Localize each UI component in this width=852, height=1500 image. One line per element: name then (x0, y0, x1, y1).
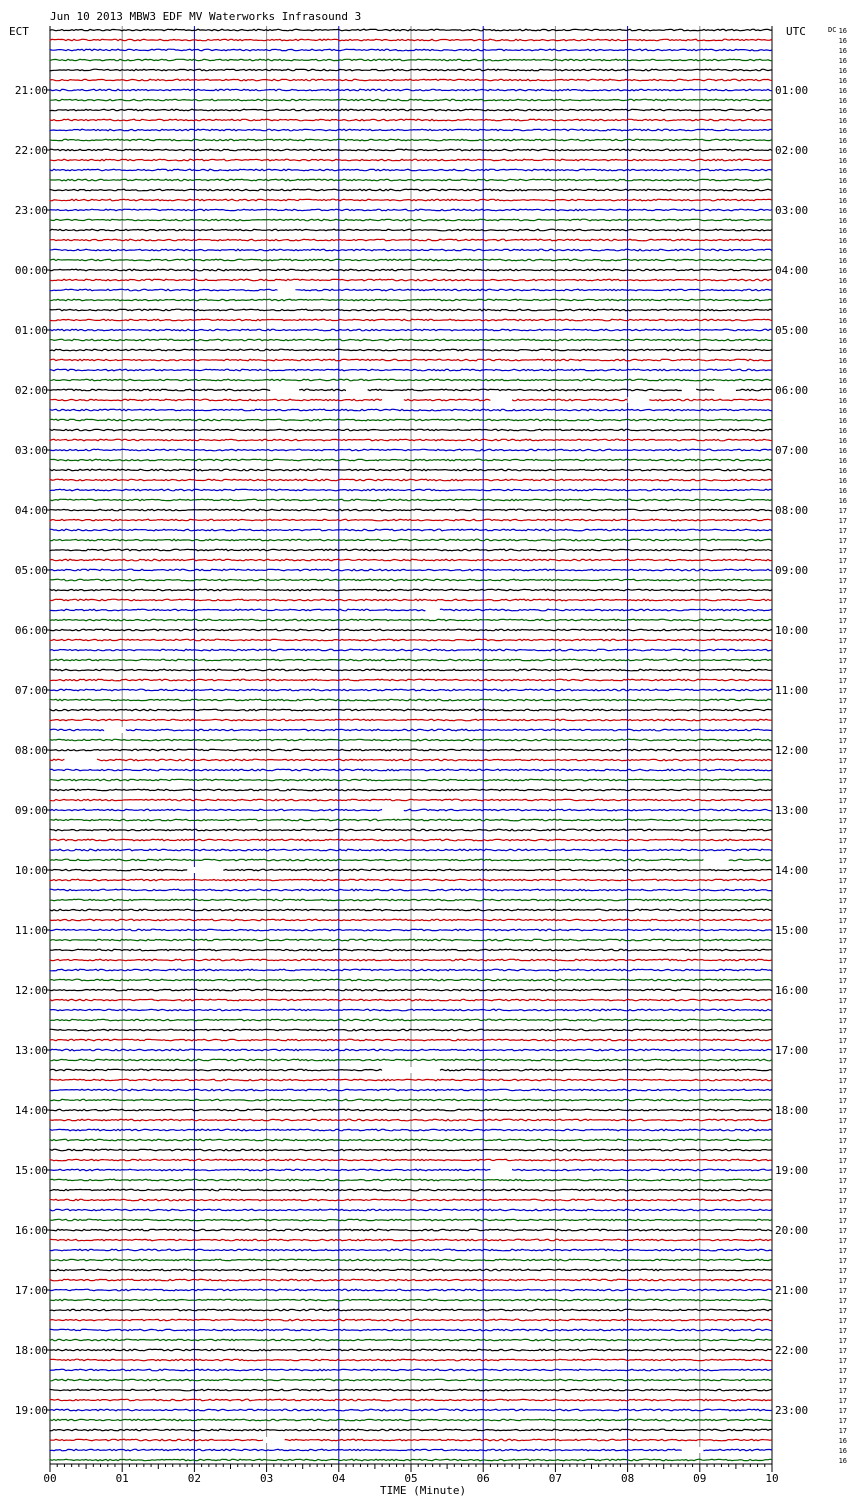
dc-value: 17 (838, 1087, 847, 1095)
dc-value: 16 (838, 27, 847, 35)
dc-value: 17 (838, 1407, 847, 1415)
dc-value: 17 (838, 1347, 847, 1355)
dc-value: 17 (838, 827, 847, 835)
dc-value: 16 (838, 457, 847, 465)
left-axis-label: ECT (9, 25, 29, 38)
dc-value: 16 (838, 357, 847, 365)
dc-value: 16 (838, 277, 847, 285)
trace-gap (270, 387, 299, 393)
dc-value: 17 (838, 1157, 847, 1165)
dc-value: 16 (838, 307, 847, 315)
dc-value: 17 (838, 1287, 847, 1295)
trace-row (50, 879, 772, 881)
trace-gap (714, 387, 736, 393)
dc-value: 17 (838, 1127, 847, 1135)
dc-value: 17 (838, 507, 847, 515)
dc-value: 16 (838, 497, 847, 505)
trace-row (50, 549, 772, 551)
trace-row (50, 619, 772, 621)
dc-value: 17 (838, 1177, 847, 1185)
dc-value: 17 (838, 927, 847, 935)
x-tick-label: 07 (548, 1472, 563, 1485)
dc-value: 17 (838, 867, 847, 875)
left-hour-label: 02:00 (14, 384, 48, 397)
dc-value: 17 (838, 847, 847, 855)
left-hour-labels (15, 84, 50, 1417)
dc-value: 17 (838, 597, 847, 605)
dc-value: 17 (838, 1017, 847, 1025)
trace-row (50, 1339, 772, 1341)
dc-value: 17 (838, 877, 847, 885)
left-hour-label: 11:00 (14, 924, 48, 937)
dc-value: 17 (838, 737, 847, 745)
dc-value: 16 (838, 207, 847, 215)
dc-value: 17 (838, 1227, 847, 1235)
dc-value: 17 (838, 1297, 847, 1305)
left-hour-label: 07:00 (14, 684, 48, 697)
trace-gap (382, 397, 404, 403)
dc-value: 17 (838, 1237, 847, 1245)
right-hour-label: 04:00 (775, 264, 809, 277)
trace-row (50, 959, 772, 961)
dc-value: 16 (838, 247, 847, 255)
x-tick-label: 01 (115, 1472, 129, 1485)
left-hour-label: 22:00 (14, 144, 48, 157)
left-hour-label: 06:00 (14, 624, 48, 637)
dc-value: 16 (838, 67, 847, 75)
dc-value: 16 (838, 437, 847, 445)
dc-value: 16 (838, 57, 847, 65)
dc-value: 17 (838, 1057, 847, 1065)
left-hour-label: 00:00 (14, 264, 48, 277)
trace-row (50, 1259, 772, 1261)
dc-value: 17 (838, 997, 847, 1005)
dc-value: 17 (838, 777, 847, 785)
dc-value: 16 (838, 347, 847, 355)
dc-value: 17 (838, 1027, 847, 1035)
dc-value: 16 (838, 227, 847, 235)
trace-gap (263, 1437, 285, 1443)
dc-value: 16 (838, 217, 847, 225)
left-hour-label: 12:00 (14, 984, 48, 997)
trace-row (50, 499, 772, 501)
dc-value: 17 (838, 897, 847, 905)
left-hour-label: 04:00 (14, 504, 48, 517)
x-axis-ticks (43, 1464, 778, 1485)
dc-value: 17 (838, 617, 847, 625)
dc-value: 17 (838, 887, 847, 895)
trace-row (50, 229, 772, 231)
dc-value: 16 (838, 37, 847, 45)
dc-value: 17 (838, 557, 847, 565)
right-hour-label: 12:00 (775, 744, 809, 757)
dc-value: 17 (838, 527, 847, 535)
dc-value: 17 (838, 977, 847, 985)
trace-gap (104, 727, 126, 733)
dc-value: 17 (838, 1397, 847, 1405)
right-axis-label: UTC (786, 25, 806, 38)
dc-value: 17 (838, 1307, 847, 1315)
trace-row (50, 899, 772, 901)
right-hour-label: 19:00 (775, 1164, 809, 1177)
dc-value: 16 (838, 387, 847, 395)
right-hour-label: 03:00 (775, 204, 809, 217)
left-hour-label: 08:00 (14, 744, 48, 757)
dc-value: 17 (838, 547, 847, 555)
dc-value: 17 (838, 657, 847, 665)
dc-value: 17 (838, 1417, 847, 1425)
trace-gap (490, 1167, 512, 1173)
dc-value: 16 (838, 427, 847, 435)
left-hour-label: 23:00 (14, 204, 48, 217)
trace-row (50, 519, 772, 521)
trace-gap (382, 807, 404, 813)
dc-value: 17 (838, 1337, 847, 1345)
dc-value: 17 (838, 1147, 847, 1155)
trace-row (50, 469, 772, 471)
dc-value: 17 (838, 577, 847, 585)
trace-gap (682, 387, 696, 393)
dc-value: 17 (838, 917, 847, 925)
trace-row (50, 829, 772, 831)
dc-value: 17 (838, 637, 847, 645)
dc-value: 17 (838, 707, 847, 715)
dc-value: 17 (838, 1197, 847, 1205)
dc-value: 17 (838, 1167, 847, 1175)
dc-value: 17 (838, 957, 847, 965)
x-axis-label: TIME (Minute) (380, 1484, 467, 1497)
dc-value: 17 (838, 1117, 847, 1125)
dc-value: 17 (838, 757, 847, 765)
dc-value: 17 (838, 1067, 847, 1075)
dc-value: 16 (838, 177, 847, 185)
trace-row (50, 999, 772, 1001)
trace-gap (703, 857, 728, 863)
dc-value: 17 (838, 1357, 847, 1365)
dc-value: 16 (838, 327, 847, 335)
left-hour-label: 14:00 (14, 1104, 48, 1117)
dc-value: 17 (838, 537, 847, 545)
trace-gap (490, 397, 512, 403)
dc-value: 17 (838, 1207, 847, 1215)
dc-value: 17 (838, 857, 847, 865)
left-hour-label: 09:00 (14, 804, 48, 817)
right-hour-label: 14:00 (775, 864, 809, 877)
dc-value: 16 (838, 257, 847, 265)
x-tick-label: 00 (43, 1472, 57, 1485)
left-hour-label: 19:00 (14, 1404, 48, 1417)
right-hour-label: 11:00 (775, 684, 809, 697)
x-tick-label: 02 (187, 1472, 202, 1485)
x-tick-label: 05 (404, 1472, 418, 1485)
dc-value: 17 (838, 1007, 847, 1015)
left-hour-label: 01:00 (14, 324, 48, 337)
dc-value: 17 (838, 797, 847, 805)
trace-row (50, 729, 772, 731)
trace-row (50, 29, 772, 31)
dc-value: 17 (838, 1327, 847, 1335)
left-hour-label: 10:00 (14, 864, 48, 877)
dc-value: 16 (838, 447, 847, 455)
trace-gap (187, 867, 223, 873)
dc-value: 17 (838, 837, 847, 845)
dc-value: 17 (838, 767, 847, 775)
x-tick-label: 03 (259, 1472, 274, 1485)
trace-row (50, 559, 772, 561)
right-hour-label: 13:00 (775, 804, 809, 817)
dc-value: 17 (838, 1037, 847, 1045)
trace-row (50, 769, 772, 771)
right-hour-label: 23:00 (775, 1404, 809, 1417)
dc-value: 17 (838, 807, 847, 815)
trace-row (50, 869, 772, 871)
left-hour-label: 03:00 (14, 444, 48, 457)
dc-column-header: DC (828, 26, 837, 34)
trace-row (50, 139, 772, 141)
dc-value: 17 (838, 587, 847, 595)
dc-value: 16 (838, 367, 847, 375)
trace-row (50, 509, 772, 511)
trace-row (50, 1459, 772, 1461)
right-hour-label: 10:00 (775, 624, 809, 637)
dc-value: 17 (838, 987, 847, 995)
dc-value: 17 (838, 1387, 847, 1395)
left-hour-label: 05:00 (14, 564, 48, 577)
dc-value: 17 (838, 1427, 847, 1435)
right-hour-label: 18:00 (775, 1104, 809, 1117)
dc-value: 16 (838, 147, 847, 155)
dc-value: 17 (838, 1187, 847, 1195)
left-hour-label: 13:00 (14, 1044, 48, 1057)
dc-value: 17 (838, 947, 847, 955)
dc-value: 16 (838, 297, 847, 305)
right-hour-label: 09:00 (775, 564, 809, 577)
x-tick-label: 10 (765, 1472, 779, 1485)
dc-value: 16 (838, 167, 847, 175)
dc-value: 16 (838, 187, 847, 195)
right-hour-label: 05:00 (775, 324, 809, 337)
dc-value: 17 (838, 907, 847, 915)
dc-value: 16 (838, 47, 847, 55)
right-hour-label: 02:00 (775, 144, 809, 157)
chart-title: Jun 10 2013 MBW3 EDF MV Waterworks Infrasound 3 (50, 10, 362, 23)
dc-value: 16 (838, 477, 847, 485)
dc-value: 16 (838, 197, 847, 205)
dc-value: 17 (838, 817, 847, 825)
dc-value: 17 (838, 1377, 847, 1385)
left-hour-label: 17:00 (14, 1284, 48, 1297)
dc-value: 17 (838, 1267, 847, 1275)
dc-value: 17 (838, 1367, 847, 1375)
dc-value: 16 (838, 317, 847, 325)
trace-gap (64, 757, 96, 763)
dc-value: 16 (838, 397, 847, 405)
dc-value: 16 (838, 1437, 847, 1445)
minute-grid (50, 26, 772, 1464)
dc-value: 17 (838, 1257, 847, 1265)
left-hour-label: 16:00 (14, 1224, 48, 1237)
dc-value: 17 (838, 747, 847, 755)
right-hour-label: 01:00 (775, 84, 809, 97)
dc-value: 16 (838, 417, 847, 425)
dc-value: 17 (838, 937, 847, 945)
dc-value: 16 (838, 337, 847, 345)
dc-value: 17 (838, 1097, 847, 1105)
right-hour-label: 17:00 (775, 1044, 809, 1057)
trace-row (50, 809, 772, 811)
trace-row (50, 609, 772, 611)
dc-value: 17 (838, 1317, 847, 1325)
right-hour-label: 07:00 (775, 444, 809, 457)
dc-value: 16 (838, 1447, 847, 1455)
left-hour-label: 21:00 (14, 84, 48, 97)
dc-value: 16 (838, 97, 847, 105)
dc-value: 16 (838, 77, 847, 85)
trace-row (50, 39, 772, 41)
x-tick-label: 04 (332, 1472, 346, 1485)
dc-value: 17 (838, 1047, 847, 1055)
left-hour-label: 18:00 (14, 1344, 48, 1357)
dc-value: 17 (838, 1107, 847, 1115)
dc-value: 17 (838, 647, 847, 655)
right-hour-label: 06:00 (775, 384, 809, 397)
dc-value: 16 (838, 117, 847, 125)
dc-values (839, 27, 847, 1465)
dc-value: 16 (838, 127, 847, 135)
trace-row (50, 659, 772, 661)
x-tick-label: 09 (693, 1472, 707, 1485)
right-hour-label: 21:00 (775, 1284, 809, 1297)
trace-row (50, 979, 772, 981)
right-hour-label: 20:00 (775, 1224, 809, 1237)
dc-value: 16 (838, 137, 847, 145)
trace-gap (682, 1447, 704, 1453)
right-hour-label: 22:00 (775, 1344, 809, 1357)
dc-value: 17 (838, 1217, 847, 1225)
trace-gap (277, 287, 295, 293)
dc-value: 17 (838, 697, 847, 705)
dc-value: 16 (838, 157, 847, 165)
dc-value: 17 (838, 517, 847, 525)
dc-value: 16 (838, 467, 847, 475)
x-tick-label: 06 (476, 1472, 490, 1485)
dc-value: 17 (838, 667, 847, 675)
trace-row (50, 929, 772, 931)
dc-value: 16 (838, 487, 847, 495)
dc-value: 17 (838, 677, 847, 685)
dc-value: 17 (838, 967, 847, 975)
dc-value: 17 (838, 607, 847, 615)
dc-value: 17 (838, 727, 847, 735)
dc-value: 17 (838, 1277, 847, 1285)
x-tick-label: 08 (620, 1472, 635, 1485)
trace-row (50, 1289, 772, 1291)
trace-gap (628, 397, 650, 403)
right-hour-label: 15:00 (775, 924, 809, 937)
trace-row (50, 1199, 772, 1201)
dc-value: 17 (838, 1247, 847, 1255)
dc-value: 16 (838, 377, 847, 385)
dc-value: 16 (838, 1457, 847, 1465)
trace-gap (382, 1067, 440, 1073)
dc-value: 17 (838, 687, 847, 695)
dc-value: 16 (838, 107, 847, 115)
dc-value: 16 (838, 407, 847, 415)
dc-value: 17 (838, 1077, 847, 1085)
right-hour-label: 08:00 (775, 504, 809, 517)
dc-value: 17 (838, 787, 847, 795)
right-hour-labels (775, 84, 808, 1417)
dc-value: 17 (838, 627, 847, 635)
dc-value: 17 (838, 567, 847, 575)
dc-value: 17 (838, 717, 847, 725)
dc-value: 16 (838, 267, 847, 275)
trace-gap (346, 387, 368, 393)
dc-value: 16 (838, 237, 847, 245)
dc-value: 17 (838, 1137, 847, 1145)
trace-row (50, 319, 772, 321)
right-hour-label: 16:00 (775, 984, 809, 997)
left-hour-label: 15:00 (14, 1164, 48, 1177)
trace-gap (425, 607, 439, 613)
dc-value: 16 (838, 287, 847, 295)
dc-value: 16 (838, 87, 847, 95)
